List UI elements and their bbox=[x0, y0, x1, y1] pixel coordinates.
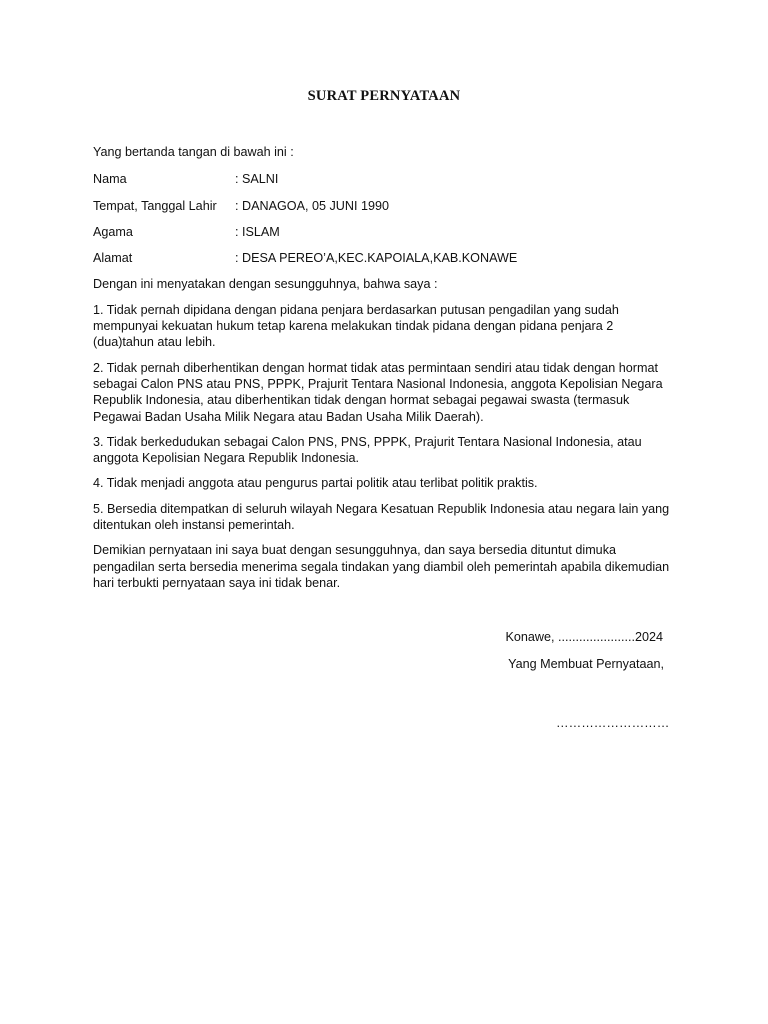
field-row-alamat bbox=[93, 250, 673, 266]
statement-point: 2. Tidak pernah diberhentikan dengan hormat tidak atas permintaan sendiri atau tidak dengan hormat sebagai Calon PNS atau PNS, PPPK, Prajurit Tentara Nasional Indonesia, anggota Kepolisian Negara Republik Indonesia, atau diberhentikan tidak dengan hormat sebagai pegawai swasta (termasuk Pegawai Badan Usaha Milik Negara atau Badan Usaha Milik Daerah). bbox=[93, 360, 663, 424]
document-title: SURAT PERNYATAAN bbox=[307, 88, 461, 104]
statement-point: 4. Tidak menjadi anggota atau pengurus partai politik atau terlibat politik praktis. bbox=[93, 476, 538, 491]
field-row-ttl bbox=[93, 198, 673, 214]
statement-point: 3. Tidak berkedudukan sebagai Calon PNS, PNS, PPPK, Prajurit Tentara Nasional Indonesia, atau anggota Kepolisian Negara Republik Indonesia. bbox=[93, 434, 642, 466]
document-body bbox=[93, 144, 673, 600]
field-label: Tempat, Tanggal Lahir bbox=[93, 198, 217, 213]
field-row-nama bbox=[93, 171, 673, 187]
field-label: Agama bbox=[93, 224, 133, 239]
statement-point: 5. Bersedia ditempatkan di seluruh wilayah Negara Kesatuan Republik Indonesia atau negara lain yang ditentukan oleh instansi pemerintah. bbox=[93, 501, 670, 533]
field-value: : SALNI bbox=[235, 172, 279, 187]
closing-paragraph: Demikian pernyataan ini saya buat dengan sesungguhnya, dan saya bersedia dituntut dimuka pengadilan serta bersedia menerima segala tindakan yang diambil oleh pemerintah apabila dikemudian hari terbukti pernyataan saya ini tidak benar. bbox=[93, 543, 670, 590]
signature-place-date: Konawe, ......................2024 bbox=[505, 630, 663, 644]
field-label: Nama bbox=[93, 172, 127, 187]
field-value: : ISLAM bbox=[235, 224, 280, 239]
intro-text: Yang bertanda tangan di bawah ini : bbox=[93, 145, 294, 159]
field-label: Alamat bbox=[93, 251, 133, 266]
statement-intro: Dengan ini menyatakan dengan sesungguhnya, bahwa saya : bbox=[93, 277, 438, 292]
field-row-agama bbox=[93, 224, 673, 240]
field-value: : DANAGOA, 05 JUNI 1990 bbox=[235, 198, 389, 213]
statement-point: 1. Tidak pernah dipidana dengan pidana penjara berdasarkan putusan pengadilan yang sudah mempunyai kekuatan hukum tetap karena melakukan tindak pidana dengan pidana penjara 2 (dua)tahun atau lebih. bbox=[93, 302, 619, 350]
signature-name-line: ……………………… bbox=[556, 716, 670, 730]
field-value: : DESA PEREO’A,KEC.KAPOIALA,KAB.KONAWE bbox=[235, 251, 518, 266]
signature-maker-label: Yang Membuat Pernyataan, bbox=[508, 657, 664, 671]
